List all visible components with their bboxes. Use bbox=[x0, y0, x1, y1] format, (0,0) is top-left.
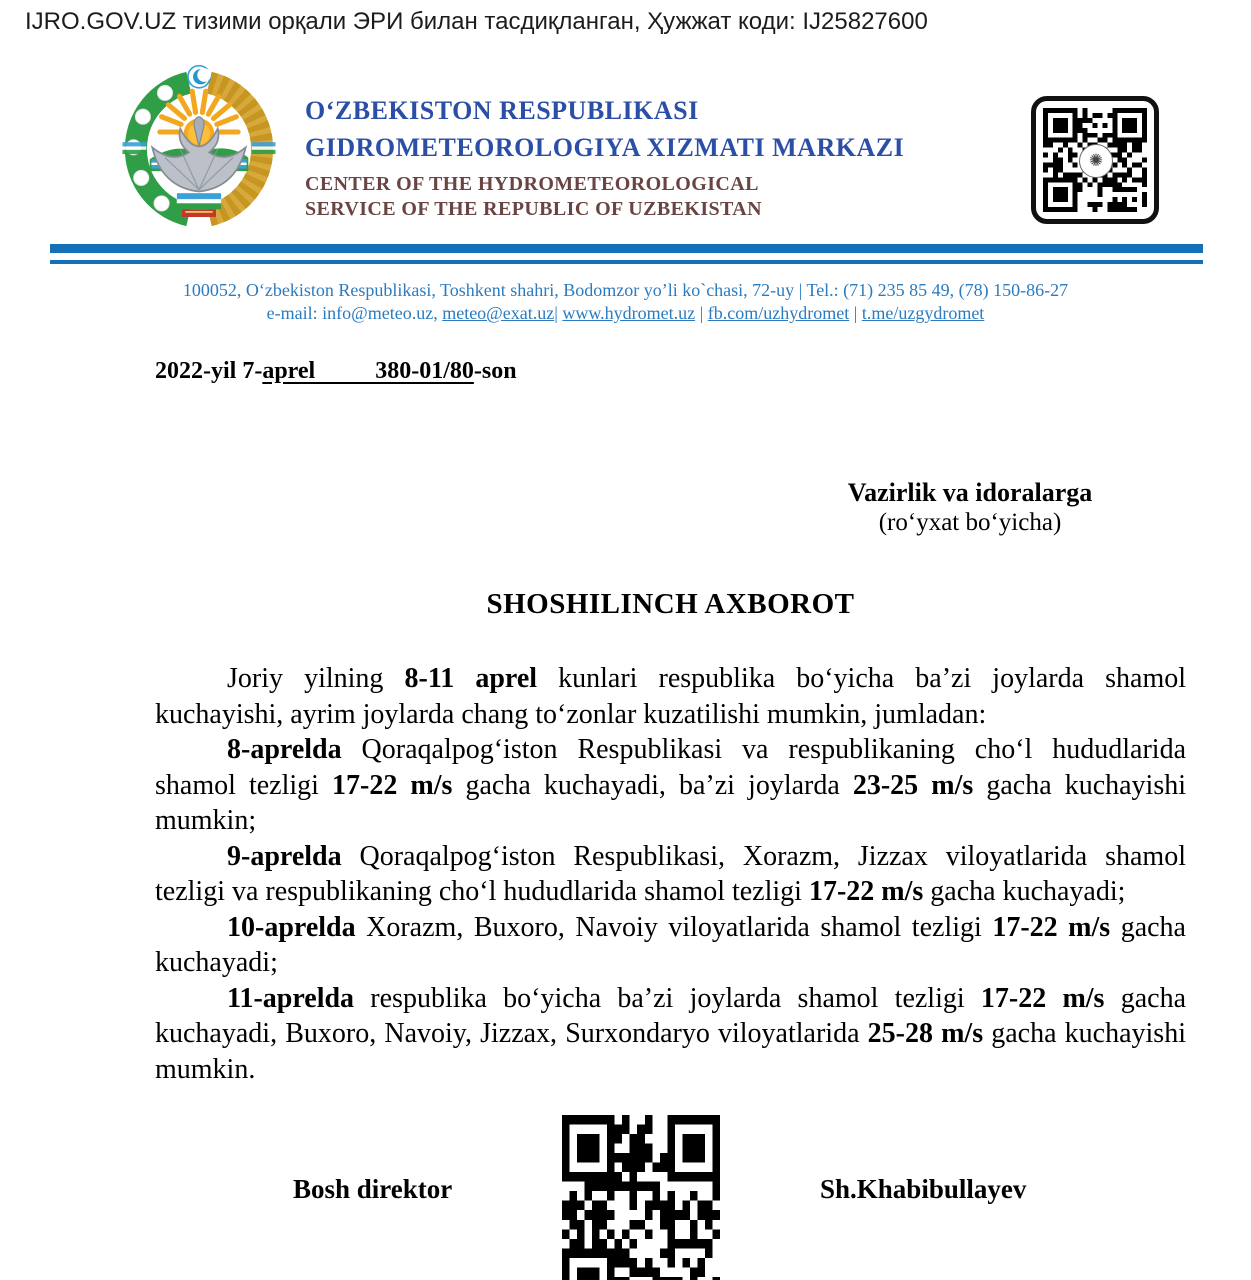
org-name-en-line2: SERVICE OF THE REPUBLIC OF UZBEKISTAN bbox=[305, 198, 762, 220]
document-body bbox=[155, 661, 1186, 1087]
qr-center-emblem-icon: ✺ bbox=[1079, 144, 1113, 178]
qr-modules bbox=[562, 1115, 720, 1280]
body-paragraph-4: 10-aprelda Xorazm, Buxoro, Navoiy viloyatlarida shamol tezligi 17-22 m/s gacha kuchayadi; bbox=[155, 911, 1186, 978]
document-date-number: 2022-yil 7-aprel 380-01/80-son bbox=[155, 358, 517, 384]
letterhead-rule-thick bbox=[50, 244, 1203, 253]
recipient-line1: Vazirlik va idoralarga bbox=[847, 478, 1093, 507]
recipient-line2: (ro‘yxat bo‘yicha) bbox=[878, 509, 1062, 536]
letterhead-contact-block bbox=[0, 279, 1251, 325]
letterhead-org-name bbox=[305, 92, 995, 166]
letterhead-rule-thin bbox=[50, 260, 1203, 264]
signature-qr-code bbox=[562, 1115, 720, 1280]
recipient-block bbox=[750, 477, 1190, 538]
verification-qr-code bbox=[1031, 96, 1159, 224]
org-name-en-line1: CENTER OF THE HYDROMETEOROLOGICAL bbox=[305, 173, 759, 195]
body-paragraph-3: 9-aprelda Qoraqalpog‘iston Respublikasi, Xorazm, Jizzax viloyatlarida shamol tezligi va respublikaning cho‘l hududlarida shamol tezligi 17-22 m/s gacha kuchayadi; bbox=[155, 840, 1186, 907]
body-paragraph-2: 8-aprelda Qoraqalpog‘iston Respublikasi va respublikaning cho‘l hududlarida shamol tezligi 17-22 m/s gacha kuchayadi, ba’zi joylarda 23-25 m/s gacha kuchayishi mumkin; bbox=[155, 734, 1187, 836]
contact-email-line: e-mail: info@meteo.uz, meteo@exat.uz| www.hydromet.uz | fb.com/uzhydromet | t.me/uzgydromet bbox=[266, 303, 985, 323]
org-name-uz-line2: GIDROMETEOROLOGIYA XIZMATI MARKAZI bbox=[305, 133, 905, 162]
body-paragraph-1: Joriy yilning 8-11 aprel kunlari respublika bo‘yicha ba’zi joylarda shamol kuchayishi, ayrim joylarda chang to‘zonlar kuzatilishi mumkin, jumladan: bbox=[155, 663, 1187, 730]
uzbekistan-emblem-icon bbox=[110, 64, 288, 234]
body-paragraph-5: 11-aprelda respublika bo‘yicha ba’zi joylarda shamol tezligi 17-22 m/s gacha kuchayadi, Buxoro, Navoiy, Jizzax, Surxondaryo viloyatlarida 25-28 m/s gacha kuchayishi mumkin. bbox=[155, 982, 1186, 1085]
signature-role: Bosh direktor bbox=[293, 1174, 453, 1204]
letterhead-org-name-en bbox=[305, 172, 762, 222]
e-signature-verification-text: IJRO.GOV.UZ тизими орқали ЭРИ билан тасдиқланган, Ҳужжат коди: IJ25827600 bbox=[25, 8, 928, 35]
org-name-uz-line1: O‘ZBEKISTON RESPUBLIKASI bbox=[305, 96, 699, 125]
signature-name: Sh.Khabibullayev bbox=[820, 1174, 1027, 1204]
contact-address-line: 100052, O‘zbekiston Respublikasi, Toshkent shahri, Bodomzor yo’li ko`chasi, 72-uy | Tel.: (71) 235 85 49, (78) 150-86-27 bbox=[182, 280, 1069, 300]
document-title: SHOSHILINCH AXBOROT bbox=[486, 588, 855, 620]
